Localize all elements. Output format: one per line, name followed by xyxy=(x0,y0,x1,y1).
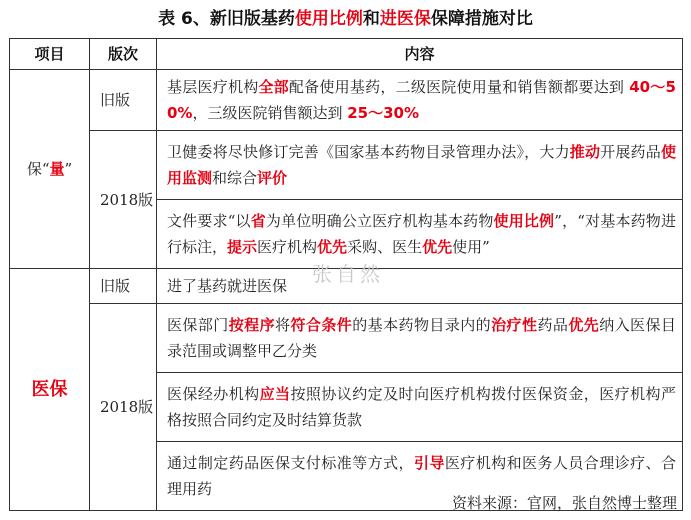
header-content: 内容 xyxy=(157,39,683,70)
content-text: 将 xyxy=(275,316,291,334)
header-version: 版次 xyxy=(90,39,157,70)
content-highlight: 推动 xyxy=(569,143,601,161)
content-text: 卫健委将尽快修订完善《国家基本药物目录管理办法》，大力 xyxy=(167,143,570,161)
title-text-end: 保障措施对比 xyxy=(430,9,533,29)
content-text: 基层医疗机构 xyxy=(167,78,259,96)
content-text: 的基本药物目录内的 xyxy=(352,316,492,334)
version-cell-2018: 2018版 xyxy=(90,131,157,269)
title-text-and: 和 xyxy=(362,9,380,29)
content-cell xyxy=(157,373,683,442)
content-text: 医保经办机构 xyxy=(167,385,260,403)
content-highlight: 全部 xyxy=(258,78,289,96)
version-cell-2018: 2018版 xyxy=(90,304,157,511)
content-text: 通过制定药品医保支付标准等方式， xyxy=(167,454,414,472)
title-highlight-insurance: 进医保 xyxy=(379,9,431,29)
content-highlight: 使用比例 xyxy=(493,212,555,230)
content-highlight: 使用监测 xyxy=(167,143,676,187)
content-text: 采购、医生 xyxy=(347,238,423,256)
content-text: 文件要求“以 xyxy=(167,212,251,230)
comparison-table xyxy=(9,38,683,511)
table-row xyxy=(10,269,683,304)
content-highlight: 按程序 xyxy=(228,316,276,334)
version-cell-old: 旧版 xyxy=(90,70,157,131)
item-text: 保“ xyxy=(26,160,50,178)
content-highlight: 评价 xyxy=(257,169,288,187)
content-cell xyxy=(157,200,683,269)
content-text: 医保部门 xyxy=(167,316,229,334)
content-text: 医疗机构和医务人员合理诊疗、合理用药 xyxy=(167,454,676,498)
content-text: 药品 xyxy=(537,316,569,334)
content-cell xyxy=(157,304,683,373)
item-keyword: 量 xyxy=(49,160,65,178)
content-text: 和综合 xyxy=(212,169,258,187)
content-cell xyxy=(157,70,683,131)
content-highlight: 优先 xyxy=(568,316,600,334)
title-highlight-usage-ratio: 使用比例 xyxy=(294,9,363,29)
content-text: 纳入医保目录范围或调整甲乙分类 xyxy=(167,316,676,360)
item-text: ” xyxy=(64,160,73,178)
content-text: ，三级医院销售额达到 xyxy=(192,104,348,122)
content-text: 使用” xyxy=(452,238,490,256)
content-highlight: 引导 xyxy=(413,454,445,472)
header-row xyxy=(10,39,683,70)
header-item: 项目 xyxy=(10,39,90,70)
table-title xyxy=(0,6,691,32)
content-highlight: 25～30% xyxy=(347,104,420,122)
content-text: 为单位明确公立医疗机构基本药物 xyxy=(265,212,494,230)
version-cell-old: 旧版 xyxy=(90,269,157,304)
content-cell xyxy=(157,131,683,200)
content-highlight: 40～50% xyxy=(167,78,676,122)
table-row xyxy=(10,304,683,373)
content-text: 开展药品 xyxy=(600,143,661,161)
content-highlight: 优先 xyxy=(422,238,453,256)
content-highlight: 治疗性 xyxy=(491,316,538,334)
title-text: 表 6、新旧版基药 xyxy=(158,9,295,29)
content-text: 医疗机构 xyxy=(257,238,318,256)
source-note: 资料来源：官网，张自然博士整理 xyxy=(451,494,677,512)
content-highlight: 省 xyxy=(250,212,266,230)
table-row xyxy=(10,131,683,200)
item-cell-insurance: 医保 xyxy=(10,269,90,511)
content-text: 按照协议约定及时向医疗机构拨付医保资金，医疗机构严格按照合同约定及时结算货款 xyxy=(167,385,676,429)
content-highlight: 提示 xyxy=(227,238,258,256)
content-text: 配备使用基药，二级医院使用量和销售额都要达到 xyxy=(288,78,630,96)
content-highlight: 符合条件 xyxy=(290,316,353,334)
content-highlight: 应当 xyxy=(259,385,291,403)
watermark: 张自然 xyxy=(312,262,384,286)
item-cell-quantity xyxy=(10,70,90,269)
content-cell: 进了基药就进医保 xyxy=(157,269,683,304)
content-text: ”，“对基本药物进行标注， xyxy=(167,212,676,256)
table-row xyxy=(10,70,683,131)
content-highlight: 优先 xyxy=(317,238,348,256)
